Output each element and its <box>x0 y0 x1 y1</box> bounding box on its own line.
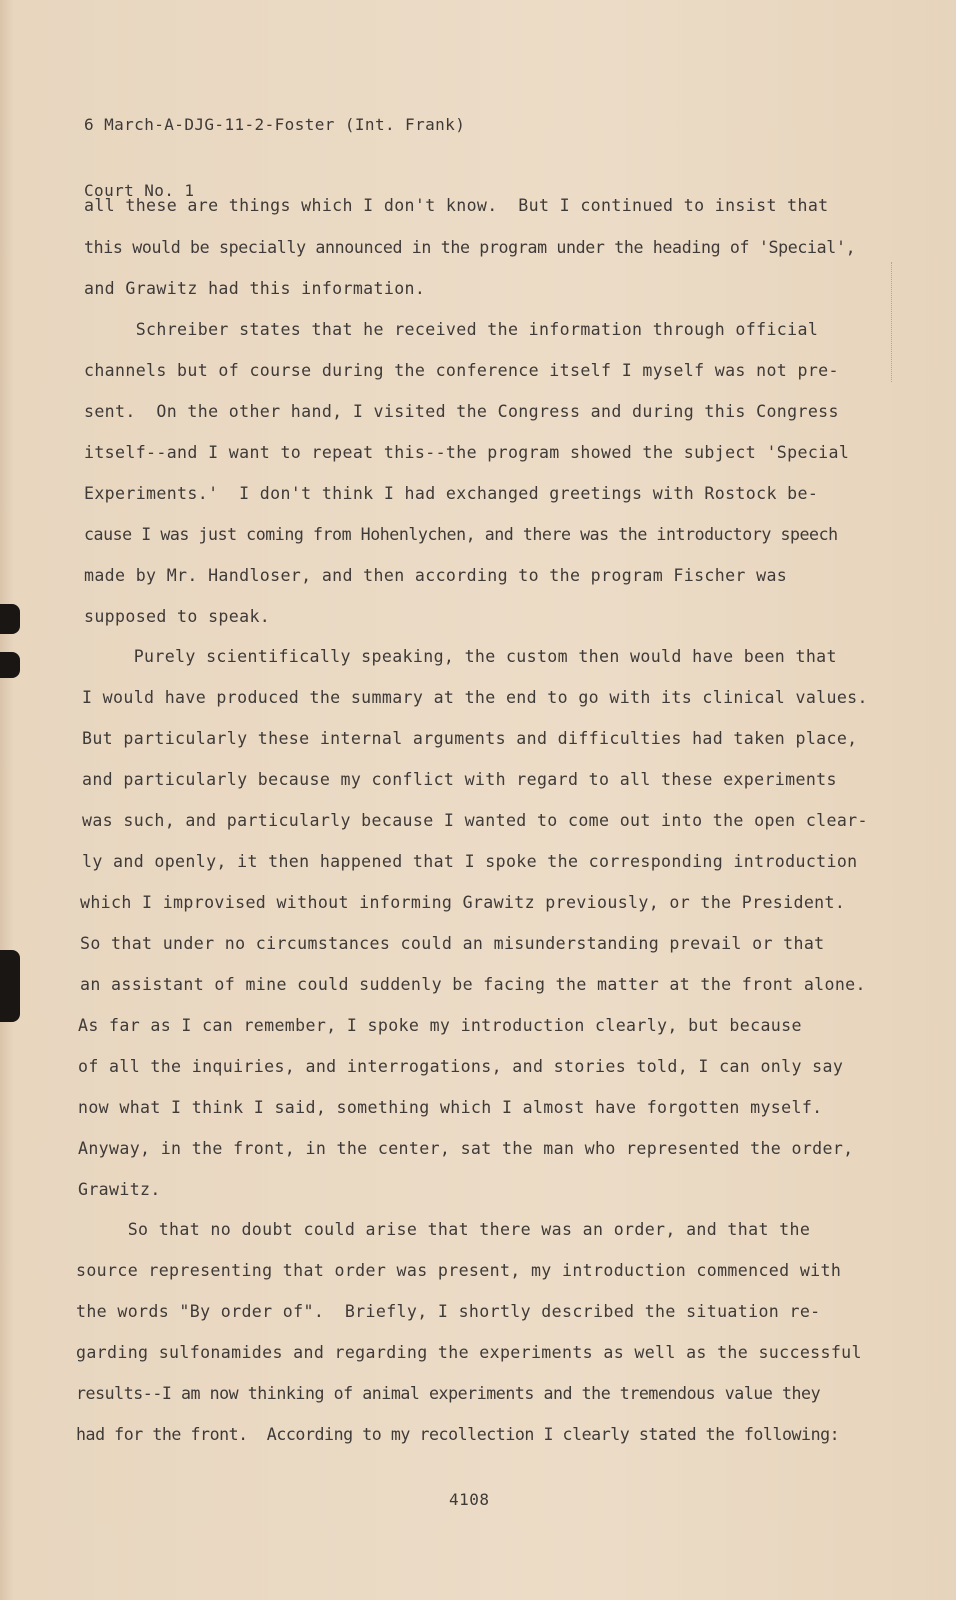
body-line: had for the front. According to my recollection I clearly stated the following: <box>76 1425 840 1444</box>
binding-hole-1 <box>0 604 20 634</box>
body-line: cause I was just coming from Hohenlychen, and there was the introductory speech <box>84 525 838 544</box>
body-line: all these are things which I don't know. But I continued to insist that <box>84 196 829 215</box>
body-line: Schreiber states that he received the information through official <box>84 320 819 339</box>
body-line: As far as I can remember, I spoke my introduction clearly, but because <box>78 1016 802 1035</box>
body-line: this would be specially announced in the program under the heading of 'Special', <box>84 238 856 257</box>
header-reference: 6 March-A-DJG-11-2-Foster (Int. Frank) <box>84 115 466 134</box>
body-line: So that no doubt could arise that there was an order, and that the <box>76 1220 811 1239</box>
body-line: supposed to speak. <box>84 607 271 626</box>
body-line: So that under no circumstances could an misunderstanding prevail or that <box>80 934 825 953</box>
body-line: garding sulfonamides and regarding the experiments as well as the successful <box>76 1343 862 1362</box>
body-line: source representing that order was present, my introduction commenced with <box>76 1261 842 1280</box>
body-line: was such, and particularly because I wanted to come out into the open clear- <box>82 811 868 830</box>
body-line: made by Mr. Handloser, and then according to the program Fischer was <box>84 566 788 585</box>
binding-hole-2 <box>0 652 20 678</box>
binding-hole-3 <box>0 950 20 1022</box>
body-line: an assistant of mine could suddenly be facing the matter at the front alone. <box>80 975 866 994</box>
page-number: 4108 <box>449 1490 490 1509</box>
body-line: Purely scientifically speaking, the custom then would have been that <box>82 647 837 666</box>
body-line: the words "By order of". Briefly, I shortly described the situation re- <box>76 1302 821 1321</box>
body-line: Grawitz. <box>78 1180 161 1199</box>
body-line: But particularly these internal arguments and difficulties had taken place, <box>82 729 858 748</box>
body-line: Anyway, in the front, in the center, sat the man who represented the order, <box>78 1139 854 1158</box>
body-line: itself--and I want to repeat this--the program showed the subject 'Special <box>84 443 850 462</box>
body-line: channels but of course during the conference itself I myself was not pre- <box>84 361 839 380</box>
body-line: Experiments.' I don't think I had exchanged greetings with Rostock be- <box>84 484 819 503</box>
body-line: and particularly because my conflict with regard to all these experiments <box>82 770 837 789</box>
body-line: I would have produced the summary at the end to go with its clinical values. <box>82 688 868 707</box>
body-line: now what I think I said, something which I almost have forgotten myself. <box>78 1098 823 1117</box>
body-line: and Grawitz had this information. <box>84 279 426 298</box>
header-court: Court No. 1 <box>84 181 195 200</box>
body-line: sent. On the other hand, I visited the Congress and during this Congress <box>84 402 839 421</box>
document-header <box>84 70 465 246</box>
body-line: of all the inquiries, and interrogations, and stories told, I can only say <box>78 1057 844 1076</box>
body-line: results--I am now thinking of animal experiments and the tremendous value they <box>76 1384 821 1403</box>
body-line: ly and openly, it then happened that I spoke the corresponding introduction <box>82 852 858 871</box>
body-line: which I improvised without informing Grawitz previously, or the President. <box>80 893 846 912</box>
margin-mark <box>891 262 894 382</box>
